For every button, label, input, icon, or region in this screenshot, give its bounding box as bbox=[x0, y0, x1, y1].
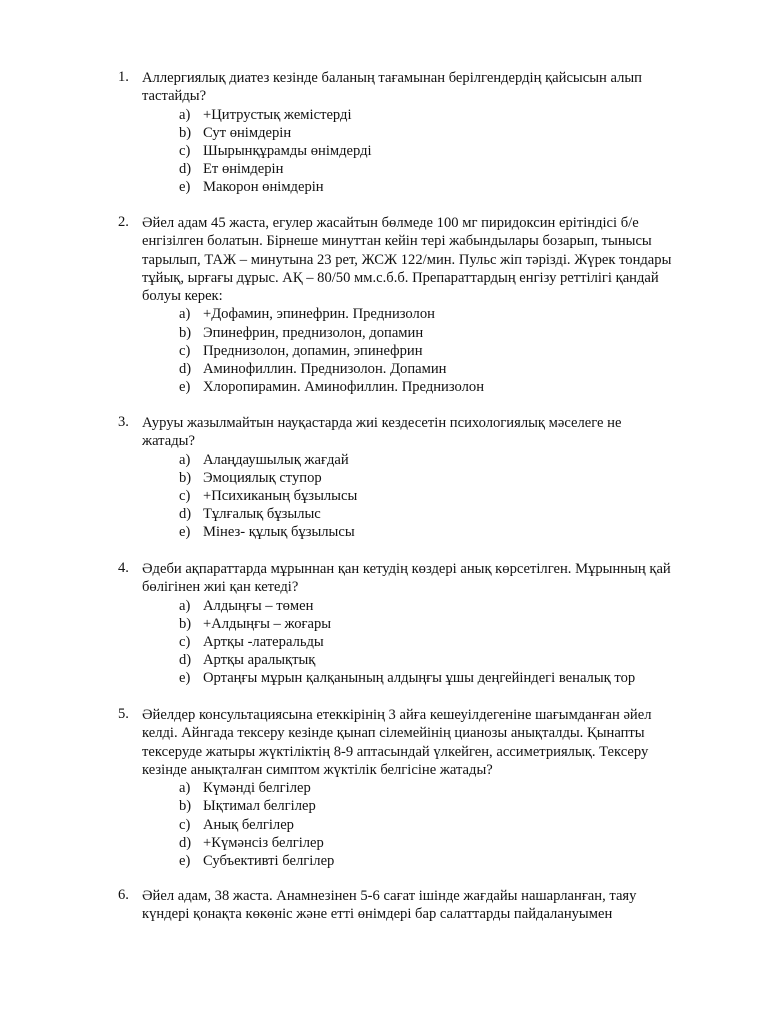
option-letter: e) bbox=[179, 852, 191, 869]
option-letter: d) bbox=[179, 652, 192, 669]
answer-option-b bbox=[118, 615, 708, 633]
option-text: +Алдыңғы – жоғары bbox=[203, 615, 332, 632]
option-letter: c) bbox=[179, 816, 191, 833]
option-letter: a) bbox=[179, 106, 191, 123]
option-text: Макорон өнімдерін bbox=[203, 179, 324, 196]
option-text: Сут өнімдерін bbox=[203, 124, 292, 141]
answer-option-b bbox=[118, 324, 708, 342]
answer-option-a bbox=[118, 451, 708, 469]
question-text: Әдеби ақпараттарда мұрыннан қан кетудің көздері анық көрсетілген. Мұрынның қай бөлігінен жиі қан кетеді? bbox=[142, 561, 671, 596]
option-letter: c) bbox=[179, 487, 191, 504]
answer-option-a bbox=[118, 597, 708, 615]
option-text: Эпинефрин, преднизолон, допамин bbox=[203, 324, 424, 341]
question-text: Аллергиялық диатез кезінде баланың тағамынан берілгендердің қайсысын алып тастайды? bbox=[142, 70, 642, 105]
answer-option-a bbox=[118, 779, 708, 797]
option-letter: d) bbox=[179, 161, 192, 178]
question-text: Әйел адам, 38 жаста. Анамнезінен 5-6 сағат ішінде жағдайы нашарланған, таяу күндері қонақта көкөніс және етті өнімдері бар салаттарды пайдалануымен bbox=[142, 888, 637, 923]
option-letter: d) bbox=[179, 834, 192, 851]
option-text: Ықтимал белгілер bbox=[203, 798, 316, 815]
question-6 bbox=[118, 887, 708, 924]
option-text: +Дофамин, эпинефрин. Преднизолон bbox=[203, 306, 435, 323]
answer-option-c bbox=[118, 487, 708, 505]
option-text: Ортаңғы мұрын қалқанының алдыңғы ұшы деңгейіндегі веналық тор bbox=[203, 670, 636, 687]
answer-option-a bbox=[118, 106, 708, 124]
answer-options bbox=[118, 451, 708, 542]
answer-option-e bbox=[118, 378, 708, 396]
option-text: Шырынқұрамды өнімдерді bbox=[203, 142, 372, 159]
answer-options bbox=[118, 305, 708, 396]
question-3 bbox=[118, 414, 708, 542]
option-letter: c) bbox=[179, 142, 191, 159]
option-letter: b) bbox=[179, 324, 192, 341]
answer-option-b bbox=[118, 797, 708, 815]
question-4 bbox=[118, 560, 708, 688]
question-number: 2. bbox=[118, 214, 129, 230]
answer-option-a bbox=[118, 305, 708, 323]
option-text: Алдыңғы – төмен bbox=[203, 597, 314, 614]
answer-option-e bbox=[118, 523, 708, 541]
option-letter: e) bbox=[179, 379, 191, 396]
question-text: Әйел адам 45 жаста, егулер жасайтын бөлмеде 100 мг пиридоксин ерітіндісі б/е енгізілген болатын. Бірнеше минуттан кейін тері жабындылары бозарып, тынысы тарылып, ТАЖ – минутына 23 рет, ЖСЖ 122/мин. Пульс жіп тәрізді. Жүрек тондары тұйық, ырғағы дұрыс. АҚ – 80/50 мм.с.б.б. Препараттардың енгізу реттілігі қандай болуы керек: bbox=[142, 215, 672, 305]
question-number: 4. bbox=[118, 560, 129, 576]
option-text: Субъективті белгілер bbox=[203, 852, 335, 869]
option-letter: b) bbox=[179, 124, 192, 141]
question-5 bbox=[118, 706, 708, 870]
answer-option-c bbox=[118, 633, 708, 651]
answer-options bbox=[118, 106, 708, 197]
answer-option-e bbox=[118, 852, 708, 870]
option-text: Артқы -латеральды bbox=[203, 633, 324, 650]
option-letter: b) bbox=[179, 615, 192, 632]
option-text: Тұлғалық бұзылыс bbox=[203, 506, 321, 523]
question-text: Ауруы жазылмайтын науқастарда жиі кездесетін психологиялық мәселеге не жатады? bbox=[142, 415, 622, 450]
answer-option-d bbox=[118, 834, 708, 852]
option-letter: d) bbox=[179, 506, 192, 523]
answer-option-c bbox=[118, 816, 708, 834]
option-text: Ет өнімдерін bbox=[203, 161, 284, 178]
option-letter: e) bbox=[179, 179, 191, 196]
option-text: Аминофиллин. Преднизолон. Допамин bbox=[203, 361, 447, 378]
answer-option-b bbox=[118, 469, 708, 487]
question-number: 3. bbox=[118, 414, 129, 430]
option-letter: a) bbox=[179, 451, 191, 468]
option-letter: a) bbox=[179, 780, 191, 797]
question-text: Әйелдер консультациясына етеккірінің 3 айға кешеуілдегеніне шағымданған әйел келді. Айнгада тексеру кезінде қынап сілемейінің цианозы анықталды. Қынапты тексеруде жатыры жүктіліктің 8-9 аптасындай үлкейген, ассиметриялық. Тексеру кезінде анықталған симптом жүктілік белгісіне жатады? bbox=[142, 707, 652, 778]
answer-options bbox=[118, 779, 708, 870]
question-2 bbox=[118, 214, 708, 396]
answer-option-d bbox=[118, 360, 708, 378]
answer-option-e bbox=[118, 178, 708, 196]
option-text: +Психиканың бұзылысы bbox=[203, 487, 358, 504]
option-text: Эмоциялық ступор bbox=[203, 469, 322, 486]
option-text: Мінез- құлық бұзылысы bbox=[203, 524, 355, 541]
option-text: Анық белгілер bbox=[203, 816, 294, 833]
option-letter: e) bbox=[179, 670, 191, 687]
option-letter: a) bbox=[179, 597, 191, 614]
option-letter: d) bbox=[179, 361, 192, 378]
option-text: +Күмәнсіз белгілер bbox=[203, 834, 324, 851]
answer-option-d bbox=[118, 160, 708, 178]
option-text: +Цитрустық жемістерді bbox=[203, 106, 352, 123]
option-letter: e) bbox=[179, 524, 191, 541]
question-1 bbox=[118, 69, 708, 197]
answer-option-b bbox=[118, 124, 708, 142]
answer-option-c bbox=[118, 342, 708, 360]
answer-option-c bbox=[118, 142, 708, 160]
option-text: Преднизолон, допамин, эпинефрин bbox=[203, 342, 423, 359]
option-letter: c) bbox=[179, 633, 191, 650]
question-number: 6. bbox=[118, 887, 129, 903]
question-number: 1. bbox=[118, 69, 129, 85]
question-number: 5. bbox=[118, 706, 129, 722]
answer-options bbox=[118, 597, 708, 688]
option-letter: a) bbox=[179, 306, 191, 323]
option-text: Артқы аралықтық bbox=[203, 652, 316, 669]
answer-option-d bbox=[118, 505, 708, 523]
option-letter: c) bbox=[179, 342, 191, 359]
option-letter: b) bbox=[179, 798, 192, 815]
answer-option-e bbox=[118, 669, 708, 687]
option-text: Алаңдаушылық жағдай bbox=[203, 451, 349, 468]
option-text: Хлоропирамин. Аминофиллин. Преднизолон bbox=[203, 379, 485, 396]
answer-option-d bbox=[118, 651, 708, 669]
option-letter: b) bbox=[179, 469, 192, 486]
option-text: Күмәнді белгілер bbox=[203, 780, 311, 797]
